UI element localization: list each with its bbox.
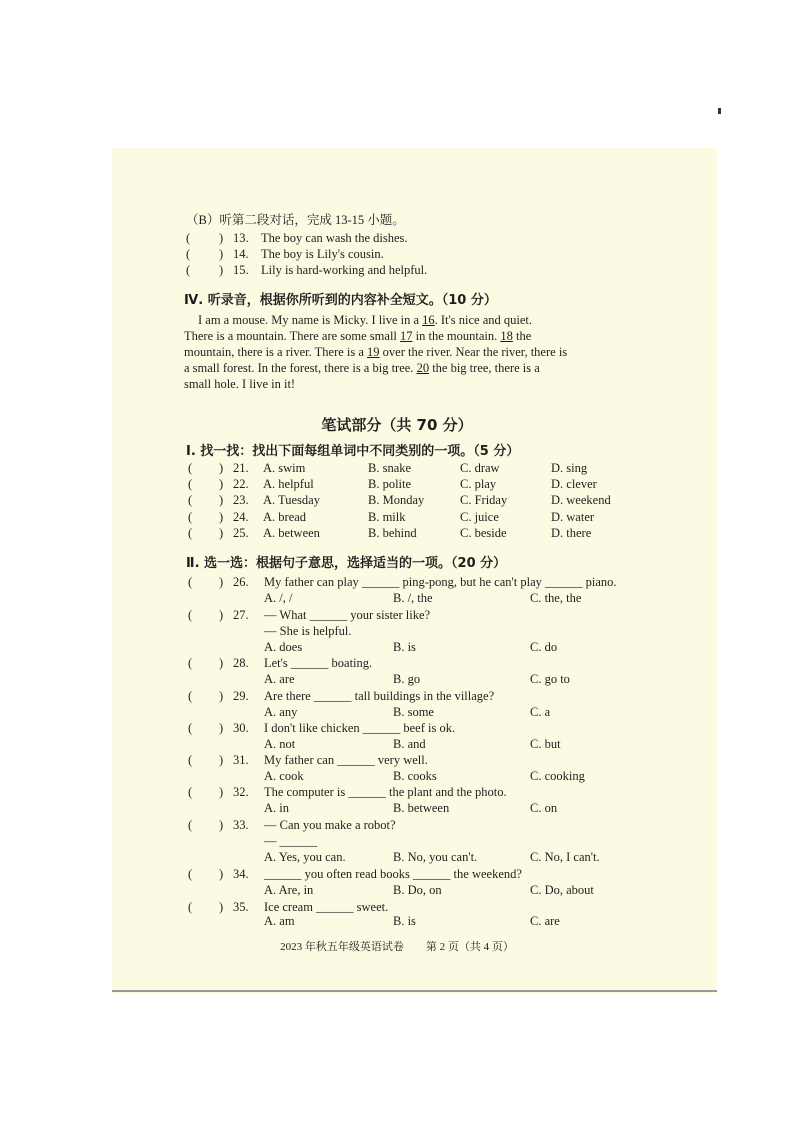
answer-paren-close: ) xyxy=(219,526,224,540)
answer-paren-close: ) xyxy=(219,247,224,261)
page-footer: 2023 年秋五年级英语试卷 第 2 页（共 4 页） xyxy=(280,941,514,953)
answer-paren[interactable]: ( xyxy=(188,608,193,622)
option-c[interactable]: C. cooking xyxy=(530,769,585,783)
option-b[interactable]: B. No, you can't. xyxy=(393,850,478,864)
passage-text: a small forest. In the forest, there is a big tree. xyxy=(184,361,417,375)
part-b-instruction: （B）听第二段对话，完成 13-15 小题。 xyxy=(186,213,405,227)
option-c[interactable]: C. but xyxy=(530,737,561,751)
question-number: 34. xyxy=(233,867,249,881)
option-c[interactable]: C. Do, about xyxy=(530,883,594,897)
answer-paren-close: ) xyxy=(219,263,224,277)
answer-paren-close: ) xyxy=(219,753,224,767)
option-b[interactable]: B. polite xyxy=(368,477,412,491)
answer-paren[interactable]: ( xyxy=(186,247,191,261)
option-a[interactable]: A. not xyxy=(264,737,296,751)
question-stem: My father can play ______ ping-pong, but he can't play ______ piano. xyxy=(264,575,617,589)
question-number: 21. xyxy=(233,461,249,475)
option-a[interactable]: A. any xyxy=(264,705,298,719)
option-c[interactable]: C. Friday xyxy=(460,493,508,507)
answer-paren-close: ) xyxy=(219,510,224,524)
option-c[interactable]: C. do xyxy=(530,640,558,654)
answer-paren-close: ) xyxy=(219,477,224,491)
answer-paren[interactable]: ( xyxy=(188,721,193,735)
option-a[interactable]: A. bread xyxy=(263,510,307,524)
option-b[interactable]: B. Monday xyxy=(368,493,425,507)
option-c[interactable]: C. the, the xyxy=(530,591,582,605)
option-b[interactable]: B. /, the xyxy=(393,591,433,605)
answer-paren-close: ) xyxy=(219,900,224,914)
question-stem: Let's ______ boating. xyxy=(264,656,373,670)
passage-text: over the river. Near the river, there is xyxy=(379,345,568,359)
answer-paren[interactable]: ( xyxy=(188,656,193,670)
answer-paren[interactable]: ( xyxy=(188,753,193,767)
question-number: 31. xyxy=(233,753,249,767)
answer-paren[interactable]: ( xyxy=(188,526,193,540)
question-number: 13. xyxy=(233,231,249,245)
blank-16[interactable]: 16 xyxy=(422,313,435,327)
question-number: 33. xyxy=(233,818,249,832)
option-c[interactable]: C. draw xyxy=(460,461,500,475)
answer-paren[interactable]: ( xyxy=(188,575,193,589)
question-number: 27. xyxy=(233,608,249,622)
question-number: 25. xyxy=(233,526,249,540)
option-b[interactable]: B. milk xyxy=(368,510,406,524)
answer-paren-close: ) xyxy=(219,461,224,475)
answer-paren-close: ) xyxy=(219,818,224,832)
section-4-heading: Ⅳ. 听录音，根据你所听到的内容补全短文。（10 分） xyxy=(184,293,497,308)
blank-18[interactable]: 18 xyxy=(500,329,513,343)
option-b[interactable]: B. go xyxy=(393,672,421,686)
section-1-heading: Ⅰ. 找一找：找出下面每组单词中不同类别的一项。（5 分） xyxy=(186,444,520,459)
option-b[interactable]: B. some xyxy=(393,705,434,719)
option-a[interactable]: A. Yes, you can. xyxy=(264,850,346,864)
written-part-title: 笔试部分（共 70 分） xyxy=(321,416,473,434)
answer-paren-close: ) xyxy=(219,608,224,622)
option-b[interactable]: B. between xyxy=(393,801,450,815)
answer-paren[interactable]: ( xyxy=(188,493,193,507)
passage-text: in the mountain. xyxy=(412,329,501,343)
passage-text: I am a mouse. My name is Micky. I live in a xyxy=(198,313,423,327)
passage-text: There is a mountain. There are some small xyxy=(184,329,401,343)
passage-line-3 xyxy=(184,344,567,360)
blank-17[interactable]: 17 xyxy=(400,329,413,343)
question-text: The boy can wash the dishes. xyxy=(261,231,408,245)
option-a[interactable]: A. Tuesday xyxy=(263,493,320,507)
passage-text: . It's nice and quiet. xyxy=(434,313,533,327)
option-a[interactable]: A. helpful xyxy=(263,477,314,491)
option-b[interactable]: B. and xyxy=(393,737,426,751)
option-d[interactable]: D. there xyxy=(551,526,592,540)
question-text: Lily is hard-working and helpful. xyxy=(261,263,428,277)
option-c[interactable]: C. a xyxy=(530,705,551,719)
question-stem: ______ you often read books ______ the weekend? xyxy=(264,867,522,881)
question-number: 28. xyxy=(233,656,249,670)
question-stem: My father can ______ very well. xyxy=(264,753,428,767)
answer-paren[interactable]: ( xyxy=(188,818,193,832)
option-a[interactable]: A. am xyxy=(264,914,295,928)
question-number: 29. xyxy=(233,689,249,703)
answer-paren[interactable]: ( xyxy=(188,461,193,475)
answer-paren-close: ) xyxy=(219,231,224,245)
answer-paren-close: ) xyxy=(219,867,224,881)
passage-text: the big tree, there is a xyxy=(429,361,540,375)
question-stem: — Can you make a robot? xyxy=(264,818,396,832)
option-a[interactable]: A. between xyxy=(263,526,320,540)
answer-paren[interactable]: ( xyxy=(188,510,193,524)
passage-line-4 xyxy=(184,360,540,376)
blank-19[interactable]: 19 xyxy=(367,345,380,359)
option-d[interactable]: D. water xyxy=(551,510,595,524)
option-b[interactable]: B. Do, on xyxy=(393,883,442,897)
blank-20[interactable]: 20 xyxy=(416,361,430,375)
option-c[interactable]: C. go to xyxy=(530,672,570,686)
passage-line-5: small hole. I live in it! xyxy=(184,377,296,391)
question-stem: Ice cream ______ sweet. xyxy=(264,900,389,914)
answer-paren-close: ) xyxy=(219,689,224,703)
bottom-rule xyxy=(112,990,717,992)
question-number: 24. xyxy=(233,510,249,524)
question-stem-reply: — ______ xyxy=(264,834,318,848)
passage-line-2 xyxy=(184,328,531,344)
question-number: 35. xyxy=(233,900,249,914)
question-number: 30. xyxy=(233,721,249,735)
option-a[interactable]: A. /, / xyxy=(264,591,293,605)
answer-paren-close: ) xyxy=(219,721,224,735)
option-b[interactable]: B. cooks xyxy=(393,769,437,783)
answer-paren[interactable]: ( xyxy=(188,689,193,703)
question-stem: The computer is ______ the plant and the photo. xyxy=(264,785,507,799)
question-stem: I don't like chicken ______ beef is ok. xyxy=(264,721,456,735)
answer-paren[interactable]: ( xyxy=(186,263,191,277)
question-number: 22. xyxy=(233,477,249,491)
option-b[interactable]: B. snake xyxy=(368,461,412,475)
option-a[interactable]: A. cook xyxy=(264,769,304,783)
question-number: 23. xyxy=(233,493,249,507)
option-c[interactable]: C. juice xyxy=(460,510,499,524)
section-2-heading: Ⅱ. 选一选：根据句子意思，选择适当的一项。（20 分） xyxy=(186,556,507,571)
answer-paren[interactable]: ( xyxy=(188,785,193,799)
option-c[interactable]: C. No, I can't. xyxy=(530,850,600,864)
passage-text: mountain, there is a river. There is a xyxy=(184,345,368,359)
scan-speck xyxy=(718,108,721,114)
question-number: 15. xyxy=(233,263,249,277)
question-stem: Are there ______ tall buildings in the village? xyxy=(264,689,495,703)
answer-paren[interactable]: ( xyxy=(188,477,193,491)
passage-text: the xyxy=(512,329,532,343)
option-d[interactable]: D. weekend xyxy=(551,493,611,507)
option-d[interactable]: D. sing xyxy=(551,461,588,475)
option-c[interactable]: C. beside xyxy=(460,526,507,540)
answer-paren-close: ) xyxy=(219,493,224,507)
answer-paren[interactable]: ( xyxy=(188,900,193,914)
answer-paren-close: ) xyxy=(219,575,224,589)
option-a[interactable]: A. Are, in xyxy=(264,883,314,897)
passage-line-1 xyxy=(198,312,532,328)
question-number: 26. xyxy=(233,575,249,589)
option-b[interactable]: B. behind xyxy=(368,526,417,540)
answer-paren[interactable]: ( xyxy=(188,867,193,881)
option-d[interactable]: D. clever xyxy=(551,477,597,491)
answer-paren-close: ) xyxy=(219,656,224,670)
option-c[interactable]: C. are xyxy=(530,914,560,928)
option-c[interactable]: C. on xyxy=(530,801,558,815)
option-a[interactable]: A. does xyxy=(264,640,303,654)
answer-paren-close: ) xyxy=(219,785,224,799)
option-a[interactable]: A. swim xyxy=(263,461,306,475)
option-c[interactable]: C. play xyxy=(460,477,497,491)
option-a[interactable]: A. in xyxy=(264,801,289,815)
question-stem: — What ______ your sister like? xyxy=(264,608,431,622)
answer-paren[interactable]: ( xyxy=(186,231,191,245)
question-stem-reply: — She is helpful. xyxy=(264,624,352,638)
option-b[interactable]: B. is xyxy=(393,640,416,654)
question-number: 14. xyxy=(233,247,249,261)
option-a[interactable]: A. are xyxy=(264,672,295,686)
option-b[interactable]: B. is xyxy=(393,914,416,928)
question-number: 32. xyxy=(233,785,249,799)
question-text: The boy is Lily's cousin. xyxy=(261,247,384,261)
